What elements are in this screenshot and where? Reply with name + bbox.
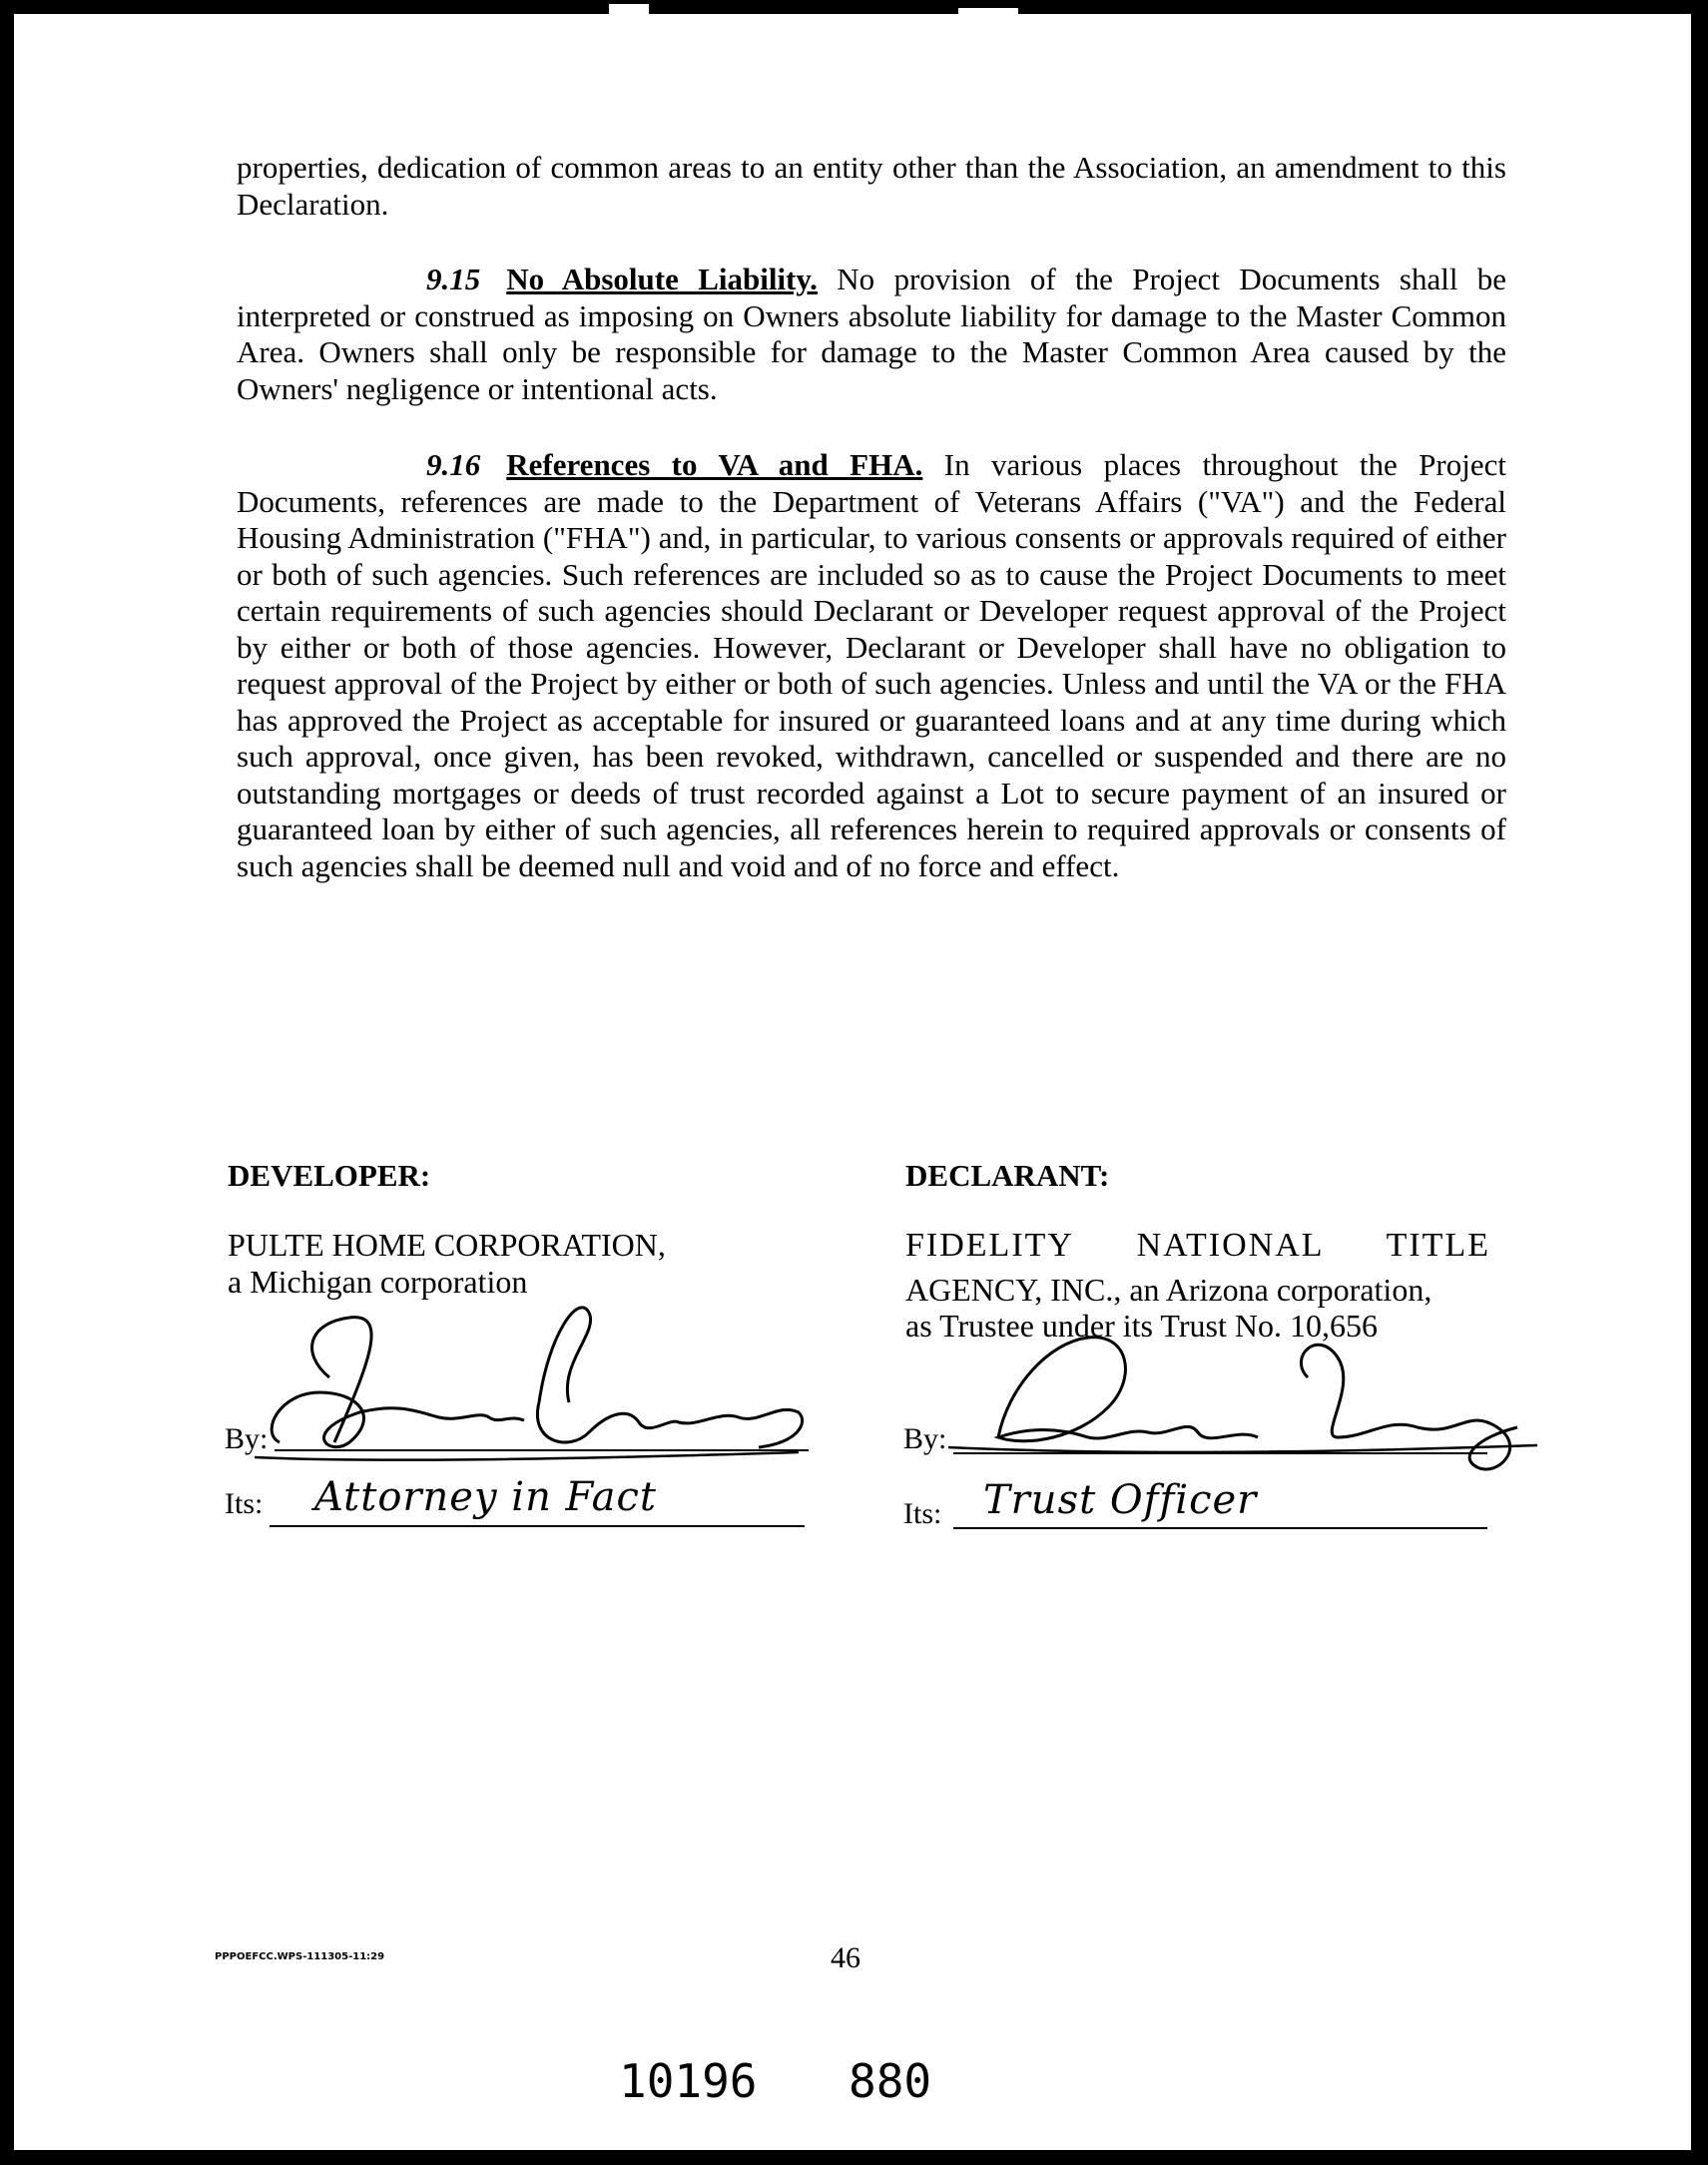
section-9-16 (237, 447, 1506, 884)
declarant-line-2: AGENCY, INC., an Arizona corporation, (905, 1272, 1432, 1308)
declarant-signature (938, 1298, 1557, 1497)
declarant-its-line (953, 1527, 1487, 1529)
declarant-its-label: Its: (903, 1497, 942, 1530)
paragraph-text: properties, dedication of common areas to an entity other than the Association, an amendment to this Declaration. (237, 150, 1506, 222)
declarant-name: FIDELITY NATIONAL TITLE (905, 1227, 1490, 1264)
declarant-by-label: By: (903, 1422, 947, 1455)
section-title: No Absolute Liability. (506, 262, 818, 296)
developer-by-line (275, 1449, 809, 1451)
section-number: 9.16 (426, 447, 481, 482)
page-number: 46 (831, 1941, 860, 1974)
declarant-heading: DECLARANT: (905, 1158, 1110, 1193)
scan-artifacts (0, 0, 1708, 30)
section-body: No provision of the Project Documents shall be interpreted or construed as imposing on Owners absolute liability for damage to the Master Common Area. Owners shall only be responsible for damage to the Master Common Area caused by the Owners' negligence or intentional acts. (237, 262, 1507, 406)
continued-paragraph (237, 150, 1506, 223)
declarant-its-value: Trust Officer (983, 1477, 1258, 1523)
section-number: 9.15 (426, 262, 481, 296)
declarant-line-3: as Trustee under its Trust No. 10,656 (905, 1308, 1378, 1344)
section-title: References to VA and FHA. (506, 447, 923, 482)
recording-stamp-page: 880 (849, 2054, 932, 2108)
developer-description: a Michigan corporation (228, 1264, 528, 1300)
developer-its-label: Its: (225, 1487, 264, 1520)
developer-its-value: Attorney in Fact (314, 1474, 657, 1520)
developer-heading: DEVELOPER: (228, 1158, 431, 1193)
developer-name: PULTE HOME CORPORATION, (228, 1227, 666, 1263)
document-code: PPPOEFCC.WPS-111305-11:29 (215, 1951, 385, 1962)
section-9-15 (237, 262, 1506, 407)
declarant-by-line (953, 1452, 1487, 1454)
section-body: In various places throughout the Project Documents, references are made to the Department of Veterans Affairs ("VA") and the Federal Housing Administration ("FHA") and, in particular, to various consents or approvals required of either or both of such agencies. Such references are included so as to cause the Project Documents to meet certain requirements of such agencies should Declarant or Developer request approval of the Project by either or both of those agencies. However, Declarant or Developer shall have no obligation to request approval of the Project by either or both of such agencies. Unless and until the VA or the FHA has approved the Project as acceptable for insured or guaranteed loans and at any time during which such approval, once given, has been revoked, withdrawn, cancelled or suspended and there are no outstanding mortgages or deeds of trust recorded against a Lot to secure payment of an insured or guaranteed loan by either of such agencies, all references herein to required approvals or consents of such agencies shall be deemed null and void and of no force and effect. (237, 447, 1506, 883)
developer-by-label: By: (225, 1422, 269, 1455)
developer-its-line (270, 1525, 805, 1527)
recording-stamp-number: 10196 (619, 2054, 758, 2108)
developer-signature (240, 1293, 819, 1482)
